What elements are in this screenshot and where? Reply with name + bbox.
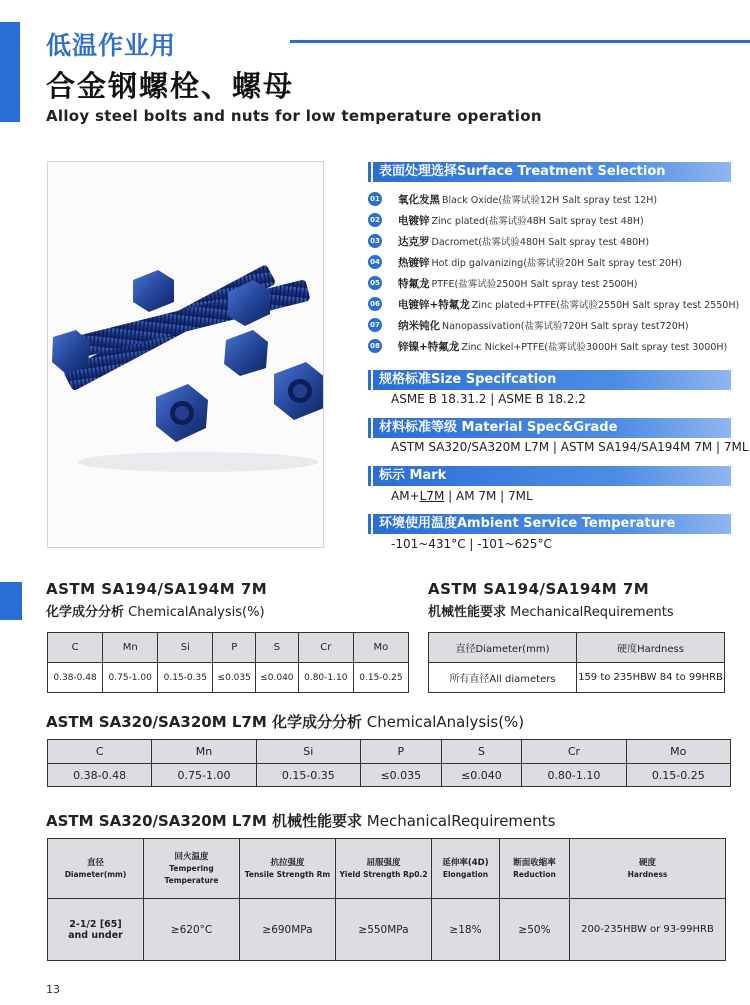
table-header-row bbox=[429, 633, 725, 663]
surface-item bbox=[368, 273, 637, 293]
surface-item-cn: 氧化发黑 bbox=[398, 193, 440, 206]
mark-value bbox=[391, 489, 533, 503]
header-en: Yield Strength Rp0.2 bbox=[339, 869, 428, 879]
header-cn: 断面收缩率 bbox=[513, 857, 556, 868]
table-header-cell: C bbox=[48, 740, 152, 764]
surface-treatment-heading: 表面处理选择Surface Treatment Selection bbox=[373, 162, 731, 182]
table-header-cell: S bbox=[256, 633, 299, 663]
table-cell: 0.80-1.10 bbox=[522, 764, 626, 787]
table-header-cell bbox=[336, 839, 432, 899]
mark-prefix: AM+ bbox=[391, 489, 420, 503]
material-heading: 材料标准等级 Material Spec&Grade bbox=[373, 418, 731, 438]
table-cell: ≤0.035 bbox=[213, 663, 256, 693]
table-header-cell bbox=[500, 839, 570, 899]
item-number-badge: 07 bbox=[368, 318, 382, 332]
item-number-badge: 03 bbox=[368, 234, 382, 248]
surface-item bbox=[368, 210, 644, 230]
table-cell: 0.15-0.25 bbox=[353, 663, 408, 693]
mech1-title: ASTM SA194/SA194M 7M bbox=[428, 580, 650, 598]
mech1-table bbox=[428, 632, 725, 693]
accent-bar bbox=[0, 582, 22, 620]
mark-heading: 标示 Mark bbox=[373, 466, 731, 486]
material-value: ASTM SA320/SA320M L7M | ASTM SA194/SA194M 7M | 7ML bbox=[391, 440, 749, 454]
table-cell: 0.38-0.48 bbox=[48, 663, 103, 693]
header-rule bbox=[290, 40, 750, 43]
mark-suffix: | AM 7M | 7ML bbox=[444, 489, 533, 503]
table-header-cell: Cr bbox=[298, 633, 353, 663]
title-cn-line-2: 合金钢螺栓、螺母 bbox=[46, 69, 295, 103]
table-cell: 所有直径All diameters bbox=[429, 663, 577, 693]
accent-bar bbox=[0, 22, 20, 122]
surface-item-en: Zinc Nickel+PTFE(盐雾试验3000H Salt spray test 3000H) bbox=[461, 342, 728, 353]
table-header-row bbox=[48, 740, 731, 764]
surface-item bbox=[368, 189, 657, 209]
header-en: Diameter(mm) bbox=[64, 869, 127, 879]
table-header-cell bbox=[240, 839, 336, 899]
header-cn: 直径 bbox=[86, 857, 104, 868]
mech2-table bbox=[47, 838, 726, 961]
surface-item-en: Zinc plated+PTFE(盐雾试验2550H Salt spray test 2550H) bbox=[471, 300, 740, 311]
surface-item-cn: 电镀锌 bbox=[398, 214, 430, 227]
surface-item-en: PTFE(盐雾试验2500H Salt spray test 2500H) bbox=[431, 279, 638, 290]
table-header-cell: Si bbox=[158, 633, 213, 663]
table-cell: 0.15-0.25 bbox=[626, 764, 730, 787]
table-cell: 159 to 235HBW 84 to 99HRB bbox=[577, 663, 725, 693]
table-header-cell: 硬度Hardness bbox=[577, 633, 725, 663]
header-cn: 屈服强度 bbox=[366, 857, 401, 868]
table-header-cell: Mn bbox=[152, 740, 256, 764]
surface-item-cn: 锌镍+特氟龙 bbox=[398, 340, 460, 353]
header-en: Tensile Strength Rm bbox=[244, 869, 331, 879]
chem2-title-en: ASTM SA320/SA320M L7M bbox=[46, 713, 267, 731]
chem1-subtitle-cn: 化学成分分析 bbox=[46, 605, 125, 620]
size-spec-value: ASME B 18.31.2 | ASME B 18.2.2 bbox=[391, 392, 586, 406]
mech1-subtitle-en: MechanicalRequirements bbox=[506, 605, 674, 620]
table-cell: 0.75-1.00 bbox=[103, 663, 158, 693]
table-cell: 0.15-0.35 bbox=[158, 663, 213, 693]
surface-item-en: Zinc plated(盐雾试验48H Salt spray test 48H) bbox=[431, 216, 644, 227]
mech2-title-en2: MechanicalRequirements bbox=[362, 812, 556, 830]
table-header-cell: Mn bbox=[103, 633, 158, 663]
table-header-cell: Cr bbox=[522, 740, 626, 764]
page-number: 13 bbox=[46, 983, 60, 996]
mech2-title-en: ASTM SA320/SA320M L7M bbox=[46, 812, 267, 830]
table-cell: 0.38-0.48 bbox=[48, 764, 152, 787]
table-row bbox=[48, 663, 409, 693]
surface-item bbox=[368, 294, 739, 314]
header-en: Elongation bbox=[442, 869, 489, 879]
surface-item bbox=[368, 336, 727, 356]
table-cell: 0.80-1.10 bbox=[298, 663, 353, 693]
table-cell: ≥18% bbox=[432, 899, 500, 961]
surface-item-en: Hot dip galvanizing(盐雾试验20H Salt spray test 20H) bbox=[431, 258, 682, 269]
table-header-cell: 直径Diameter(mm) bbox=[429, 633, 577, 663]
table-cell: ≤0.040 bbox=[256, 663, 299, 693]
item-number-badge: 02 bbox=[368, 213, 382, 227]
table-header-cell bbox=[144, 839, 240, 899]
item-number-badge: 04 bbox=[368, 255, 382, 269]
header-cn: 回火温度 bbox=[174, 851, 209, 862]
header-en: Tempering Temperature bbox=[164, 863, 219, 885]
surface-item bbox=[368, 252, 682, 272]
surface-item-cn: 达克罗 bbox=[398, 235, 430, 248]
surface-item-cn: 热镀锌 bbox=[398, 256, 430, 269]
table-cell: ≥550MPa bbox=[336, 899, 432, 961]
table-cell: ≥690MPa bbox=[240, 899, 336, 961]
table-cell: 0.75-1.00 bbox=[152, 764, 256, 787]
table-header-cell: Mo bbox=[353, 633, 408, 663]
table-cell: 2-1/2 [65] and under bbox=[48, 899, 144, 961]
table-row bbox=[48, 899, 726, 961]
surface-item-cn: 电镀锌+特氟龙 bbox=[398, 298, 470, 311]
surface-item-en: Nanopassivation(盐雾试验720H Salt spray test720H) bbox=[442, 321, 689, 332]
table-cell: 200-235HBW or 93-99HRB bbox=[570, 899, 726, 961]
ambient-temperature-heading: 环境使用温度Ambient Service Temperature bbox=[373, 514, 731, 534]
table-header-cell bbox=[570, 839, 726, 899]
table-cell: ≥50% bbox=[500, 899, 570, 961]
surface-item bbox=[368, 315, 689, 335]
chem2-table bbox=[47, 739, 731, 787]
header-en: Reduction bbox=[513, 869, 556, 879]
surface-item bbox=[368, 231, 649, 251]
chem2-title-cn: 化学成分分析 bbox=[266, 713, 363, 731]
header-cn: 硬度 bbox=[638, 857, 656, 868]
table-header-cell: P bbox=[213, 633, 256, 663]
mech1-subtitle-cn: 机械性能要求 bbox=[428, 605, 507, 620]
table-cell: ≥620°C bbox=[144, 899, 240, 961]
mech2-title-cn: 机械性能要求 bbox=[266, 812, 363, 830]
item-number-badge: 06 bbox=[368, 297, 382, 311]
table-header-row bbox=[48, 839, 726, 899]
table-header-cell: Mo bbox=[626, 740, 730, 764]
table-cell: ≤0.035 bbox=[360, 764, 441, 787]
surface-item-en: Dacromet(盐雾试验480H Salt spray test 480H) bbox=[431, 237, 650, 248]
table-header-row bbox=[48, 633, 409, 663]
surface-item-cn: 纳米钝化 bbox=[398, 319, 440, 332]
chem1-subtitle bbox=[46, 601, 265, 620]
table-row bbox=[429, 663, 725, 693]
table-header-cell: P bbox=[360, 740, 441, 764]
size-spec-heading: 规格标准Size Specifcation bbox=[373, 370, 731, 390]
chem2-title bbox=[46, 711, 524, 732]
bolts-and-nuts-illustration bbox=[48, 162, 324, 548]
header-cn: 延伸率(4D) bbox=[442, 857, 489, 868]
item-number-badge: 05 bbox=[368, 276, 382, 290]
mark-underlined: L7M bbox=[419, 489, 445, 503]
title-en: Alloy steel bolts and nuts for low temperature operation bbox=[46, 107, 542, 125]
mech2-title bbox=[46, 810, 555, 831]
chem1-table bbox=[47, 632, 409, 693]
surface-item-cn: 特氟龙 bbox=[398, 277, 430, 290]
table-header-cell: Si bbox=[256, 740, 360, 764]
chem1-title: ASTM SA194/SA194M 7M bbox=[46, 580, 268, 598]
mech1-subtitle bbox=[428, 601, 674, 620]
item-number-badge: 08 bbox=[368, 339, 382, 353]
surface-item-en: Black Oxide(盐雾试验12H Salt spray test 12H) bbox=[442, 195, 658, 206]
table-row bbox=[48, 764, 731, 787]
item-number-badge: 01 bbox=[368, 192, 382, 206]
header-en: Hardness bbox=[627, 869, 668, 879]
table-header-cell: C bbox=[48, 633, 103, 663]
chem1-subtitle-en: ChemicalAnalysis(%) bbox=[124, 605, 265, 620]
product-photo bbox=[47, 161, 324, 548]
table-header-cell bbox=[48, 839, 144, 899]
ambient-temperature-value: -101~431°C | -101~625°C bbox=[391, 537, 552, 551]
table-cell: 0.15-0.35 bbox=[256, 764, 360, 787]
table-cell: ≤0.040 bbox=[441, 764, 522, 787]
title-cn-line-1: 低温作业用 bbox=[46, 31, 177, 60]
chem2-title-en2: ChemicalAnalysis(%) bbox=[362, 713, 525, 731]
table-header-cell: S bbox=[441, 740, 522, 764]
table-header-cell bbox=[432, 839, 500, 899]
header-cn: 抗拉强度 bbox=[270, 857, 305, 868]
